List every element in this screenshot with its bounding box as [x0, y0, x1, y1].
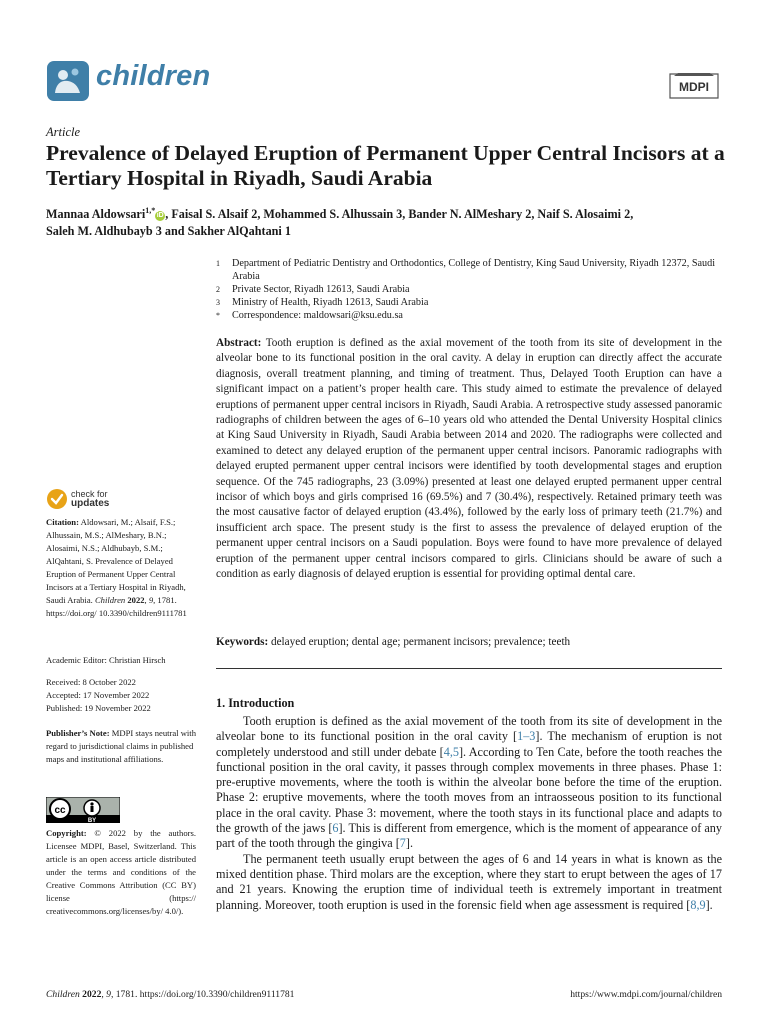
orcid-icon[interactable]: iD: [156, 212, 164, 220]
author-list: [46, 202, 726, 240]
accepted-date: Accepted: 17 November 2022: [46, 690, 150, 700]
check-for-updates-button[interactable]: [46, 488, 166, 514]
co-authors-line2: Saleh M. Aldhubayb 3 and Sakher AlQahtani 1: [46, 224, 291, 239]
mdpi-logo-text: MDPI: [679, 80, 709, 94]
keywords-text: delayed eruption; dental age; permanent incisors; prevalence; teeth: [271, 636, 571, 648]
co-authors-line1: , Faisal S. Alsaif 2, Mohammed S. Alhussain 3, Bander N. AlMeshary 2, Naif S. Alosaimi 2,: [165, 207, 634, 222]
citation-block: Citation: Aldowsari, M.; Alsaif, F.S.; Alhussain, M.S.; AlMeshary, B.N.; Alosaimi, N.S.; Aldhubayb, S.M.; AlQahtani, S. Prevalence of Delayed Eruption of Permanent Upper Central Incisors at a Tertiary Hospital in Riyadh, Saudi Arabia. Children 2022, 9, 1781. https://doi.org/ 10.3390/children9111781: [46, 517, 187, 618]
citation-link[interactable]: 1–3: [517, 729, 536, 744]
intro-paragraph-1: Tooth eruption is defined as the axial movement of the tooth from its site of development in the alveolar bone to its functional position in the oral cavity [1–3]. The mechanism of eruption is not completely understood and still under debate [4,5]. According to Ten Cate, before the tooth reaches the functional position in the oral cavity, it passes through complex movements in three phases. Phase 1: pre-eruptive movements, where the tooth is within the alveolar bone before the time of the eruption. Phase 2: eruptive movements, where the tooth moves from an intraosseous position to its functional place in the oral cavity. Phase 3: movement, where the tooth stays in its functional place and adapts to the growth of the jaws [6]. This is different from emergence, which is the moment of appearance of any part of the tooth through the gingiva [7].: [216, 714, 722, 851]
affiliation-2: 2 Private Sector, Riyadh 12613, Saudi Arabia: [216, 284, 410, 295]
check-updates-line2: updates: [71, 498, 110, 509]
affiliation-3: 3 Ministry of Health, Riyadh 12613, Saudi Arabia: [216, 297, 429, 308]
abstract-label: Abstract:: [216, 337, 262, 349]
received-date: Received: 8 October 2022: [46, 677, 136, 687]
citation-link[interactable]: 4,5: [443, 744, 459, 759]
introduction-heading: 1. Introduction: [216, 696, 295, 710]
citation-link[interactable]: 8,9: [690, 897, 706, 912]
check-updates-line1: check for: [71, 489, 108, 499]
first-author-affil: 1,*: [145, 206, 156, 215]
article-title: Prevalence of Delayed Eruption of Permanent Upper Central Incisors at a Tertiary Hospital in Riyadh, Saudi Arabia: [46, 141, 725, 190]
affiliations: [216, 257, 726, 322]
footer-citation: Children 2022, 9, 1781. https://doi.org/10.3390/children9111781: [46, 989, 295, 1000]
first-author[interactable]: Mannaa Aldowsari: [46, 207, 146, 222]
introduction-body: [216, 714, 722, 913]
correspondence: * Correspondence: maldowsari@ksu.edu.sa: [216, 310, 403, 321]
academic-editor: Academic Editor: Christian Hirsch: [46, 655, 166, 665]
dates-block: [46, 676, 196, 715]
section-divider: [216, 668, 722, 669]
footer-journal-url[interactable]: https://www.mdpi.com/journal/children: [570, 989, 722, 1000]
article-type: Article: [46, 125, 81, 139]
cc-badge-text: BY: [87, 818, 97, 823]
keywords-label: Keywords:: [216, 636, 269, 648]
keywords: [216, 635, 722, 650]
citation-link[interactable]: 6: [332, 821, 339, 836]
cc-by-license-icon[interactable]: [46, 797, 120, 823]
copyright-block: Copyright: © 2022 by the authors. Licensee MDPI, Basel, Switzerland. This article is an open access article distributed under the terms and conditions of the Creative Commons Attribution (CC BY) license (https:// creativecommons.org/licenses/by/ 4.0/).: [46, 828, 196, 916]
abstract: [216, 336, 722, 583]
publisher-note: Publisher’s Note: MDPI stays neutral with regard to jurisdictional claims in published maps and institutional affiliations.: [46, 728, 196, 764]
children-journal-logo-icon: [46, 60, 90, 102]
journal-name: children: [96, 60, 211, 92]
published-date: Published: 19 November 2022: [46, 703, 151, 713]
intro-paragraph-2: The permanent teeth usually erupt between the ages of 6 and 14 years in what is known as the mixed dentition phase. Third molars are the exception, where they start to erupt between the ages of 17 and 21 years. Knowing the eruption time of individual teeth is extremely important in treatment planning. Moreover, tooth eruption is used in the forensic field when age assessment is required [8,9].: [216, 851, 722, 912]
mdpi-logo-icon: [666, 72, 722, 100]
abstract-text: Tooth eruption is defined as the axial movement of the tooth from its site of development in the alveolar bone to its functional position in the oral cavity. A delay in eruption can directly affect the accurate diagnosis, overall treatment planning, and timing of treatment. Thus, Delayed Tooth Eruption can have a significant impact on a patient’s proper health care. This study aimed to estimate the prevalence of delayed eruptions of permanent upper central incisors in Riyadh, Saudi Arabia. A retrospective study assessed panoramic radiographs of children between the ages of 6–10 years old who attended the Dental University Hospital clinics at King Saud University in Riyadh, Saudi Arabia between 2014 and 2020. The radiographs were collected and examined to detect any delayed eruption of the permanent upper central incisors. Panoramic radiographs with delayed erupted permanent upper central incisors were identified by tooth developmental stages and eruption sequence. Of the 745 radiographs, 23 (3.09%) presented at least one delayed erupted permanent upper central incisor of which boys and girls comprised 16 (69.5%) and 7 (30.4%), respectively. Retained primary teeth was the most causative factor of delayed eruption (43.4%), followed by the early loss of primary teeth (21.7%) and insufficient arch space. The present study is the first to assess the prevalence of delayed eruption of the permanent upper central incisors on a Saudi population. Boys were found to have more prevalence of delayed eruption of the permanent upper central incisors compared to girls. Clinicians should be aware of such a condition as early diagnosis of delayed eruption is essential for providing optimal dental care.: [216, 337, 722, 581]
check-updates-icon: [46, 488, 68, 510]
citation-link[interactable]: 7: [399, 836, 406, 851]
affiliation-1: 1 Department of Pediatric Dentistry and Orthodontics, College of Dentistry, King Saud University, Riyadh 12372, Saudi Arabia: [216, 258, 716, 282]
svg-text:cc: cc: [54, 805, 66, 816]
